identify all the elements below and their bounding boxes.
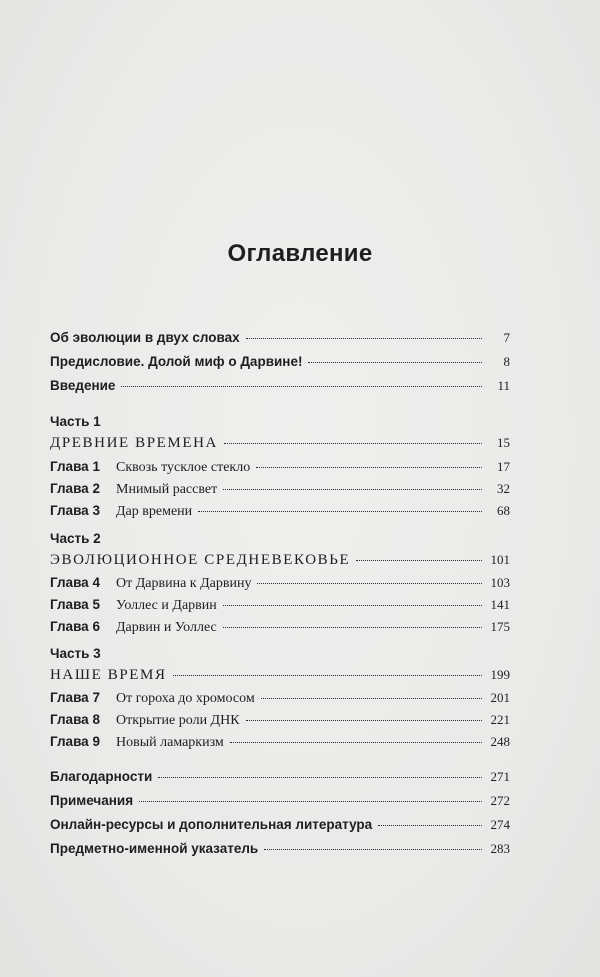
leader-dots: [230, 742, 482, 743]
chapter-label: Глава 3: [50, 503, 100, 518]
part-label: Часть 1: [50, 414, 101, 429]
toc-entry-label: Благодарности: [50, 769, 153, 784]
toc-entry[interactable]: [50, 793, 510, 813]
toc-page-number: 68: [497, 503, 510, 518]
leader-dots: [246, 720, 482, 721]
toc-page-number: 101: [490, 552, 510, 567]
toc-page-number: 271: [490, 769, 510, 784]
toc-page-number: 11: [497, 378, 510, 393]
toc-chapter[interactable]: [50, 575, 510, 595]
leader-dots: [223, 489, 482, 490]
toc-entry-label: Предметно-именной указатель: [50, 841, 259, 856]
leader-dots: [158, 777, 482, 778]
toc-chapter[interactable]: [50, 734, 510, 754]
chapter-title: Дар времени: [116, 504, 193, 519]
toc-entry-label: Примечания: [50, 793, 134, 808]
chapter-label: Глава 2: [50, 481, 100, 496]
toc-entry[interactable]: [50, 330, 510, 350]
leader-dots: [246, 338, 482, 339]
toc-entry-label: Онлайн-ресурсы и дополнительная литература: [50, 817, 373, 832]
toc-page-number: 32: [497, 481, 510, 496]
chapter-label: Глава 7: [50, 690, 100, 705]
chapter-title: Сквозь тусклое стекло: [116, 460, 251, 475]
part-title: ЭВОЛЮЦИОННОЕ СРЕДНЕВЕКОВЬЕ: [50, 552, 351, 568]
toc-chapter[interactable]: [50, 597, 510, 617]
toc-page-number: 15: [497, 435, 510, 450]
chapter-title: Новый ламаркизм: [116, 735, 224, 750]
toc-part-title[interactable]: [50, 435, 510, 455]
leader-dots: [264, 849, 482, 850]
toc-page-number: 272: [490, 793, 510, 808]
toc-entry[interactable]: [50, 378, 510, 398]
toc-page-number: 221: [490, 712, 510, 727]
toc-page-number: 7: [503, 330, 510, 345]
leader-dots: [256, 467, 482, 468]
chapter-title: Открытие роли ДНК: [116, 713, 240, 728]
toc-page-number: 17: [497, 459, 510, 474]
toc-page-number: 283: [490, 841, 510, 856]
toc-page-number: 103: [490, 575, 510, 590]
leader-dots: [308, 362, 482, 363]
leader-dots: [224, 443, 482, 444]
leader-dots: [223, 605, 482, 606]
toc-entry-label: Предисловие. Долой миф о Дарвине!: [50, 354, 303, 369]
chapter-label: Глава 8: [50, 712, 100, 727]
toc-part-title[interactable]: [50, 667, 510, 687]
leader-dots: [257, 583, 482, 584]
leader-dots: [378, 825, 482, 826]
toc-page-number: 199: [490, 667, 510, 682]
chapter-title: От гороха до хромосом: [116, 691, 255, 706]
leader-dots: [198, 511, 482, 512]
toc-page-number: 175: [490, 619, 510, 634]
leader-dots: [121, 386, 482, 387]
part-label: Часть 2: [50, 531, 101, 546]
chapter-label: Глава 1: [50, 459, 100, 474]
chapter-title: Уоллес и Дарвин: [116, 598, 217, 613]
chapter-label: Глава 4: [50, 575, 100, 590]
chapter-title: Мнимый рассвет: [116, 482, 218, 497]
leader-dots: [173, 675, 482, 676]
toc-page-number: 248: [490, 734, 510, 749]
part-label: Часть 3: [50, 646, 101, 661]
toc-part-title[interactable]: [50, 552, 510, 572]
page-title: Оглавление: [227, 240, 373, 267]
leader-dots: [223, 627, 482, 628]
chapter-label: Глава 6: [50, 619, 100, 634]
toc-page-number: 141: [490, 597, 510, 612]
toc-chapter[interactable]: [50, 712, 510, 732]
leader-dots: [261, 698, 482, 699]
toc-page-number: 201: [490, 690, 510, 705]
toc-entry-label: Введение: [50, 378, 116, 393]
toc-chapter[interactable]: [50, 690, 510, 710]
toc-chapter[interactable]: [50, 503, 510, 523]
toc-entry[interactable]: [50, 769, 510, 789]
toc-chapter[interactable]: [50, 481, 510, 501]
part-title: ДРЕВНИЕ ВРЕМЕНА: [50, 435, 218, 451]
toc-entry[interactable]: [50, 354, 510, 374]
chapter-title: От Дарвина к Дарвину: [116, 576, 252, 591]
toc-page-number: 8: [503, 354, 510, 369]
toc-chapter[interactable]: [50, 619, 510, 639]
toc-entry[interactable]: [50, 817, 510, 837]
leader-dots: [356, 560, 482, 561]
toc-chapter[interactable]: [50, 459, 510, 479]
leader-dots: [139, 801, 482, 802]
chapter-label: Глава 5: [50, 597, 100, 612]
toc-entry-label: Об эволюции в двух словах: [50, 330, 240, 345]
toc-page-number: 274: [490, 817, 510, 832]
part-title: НАШЕ ВРЕМЯ: [50, 667, 167, 683]
toc-entry[interactable]: [50, 841, 510, 861]
chapter-title: Дарвин и Уоллес: [116, 620, 217, 635]
chapter-label: Глава 9: [50, 734, 100, 749]
